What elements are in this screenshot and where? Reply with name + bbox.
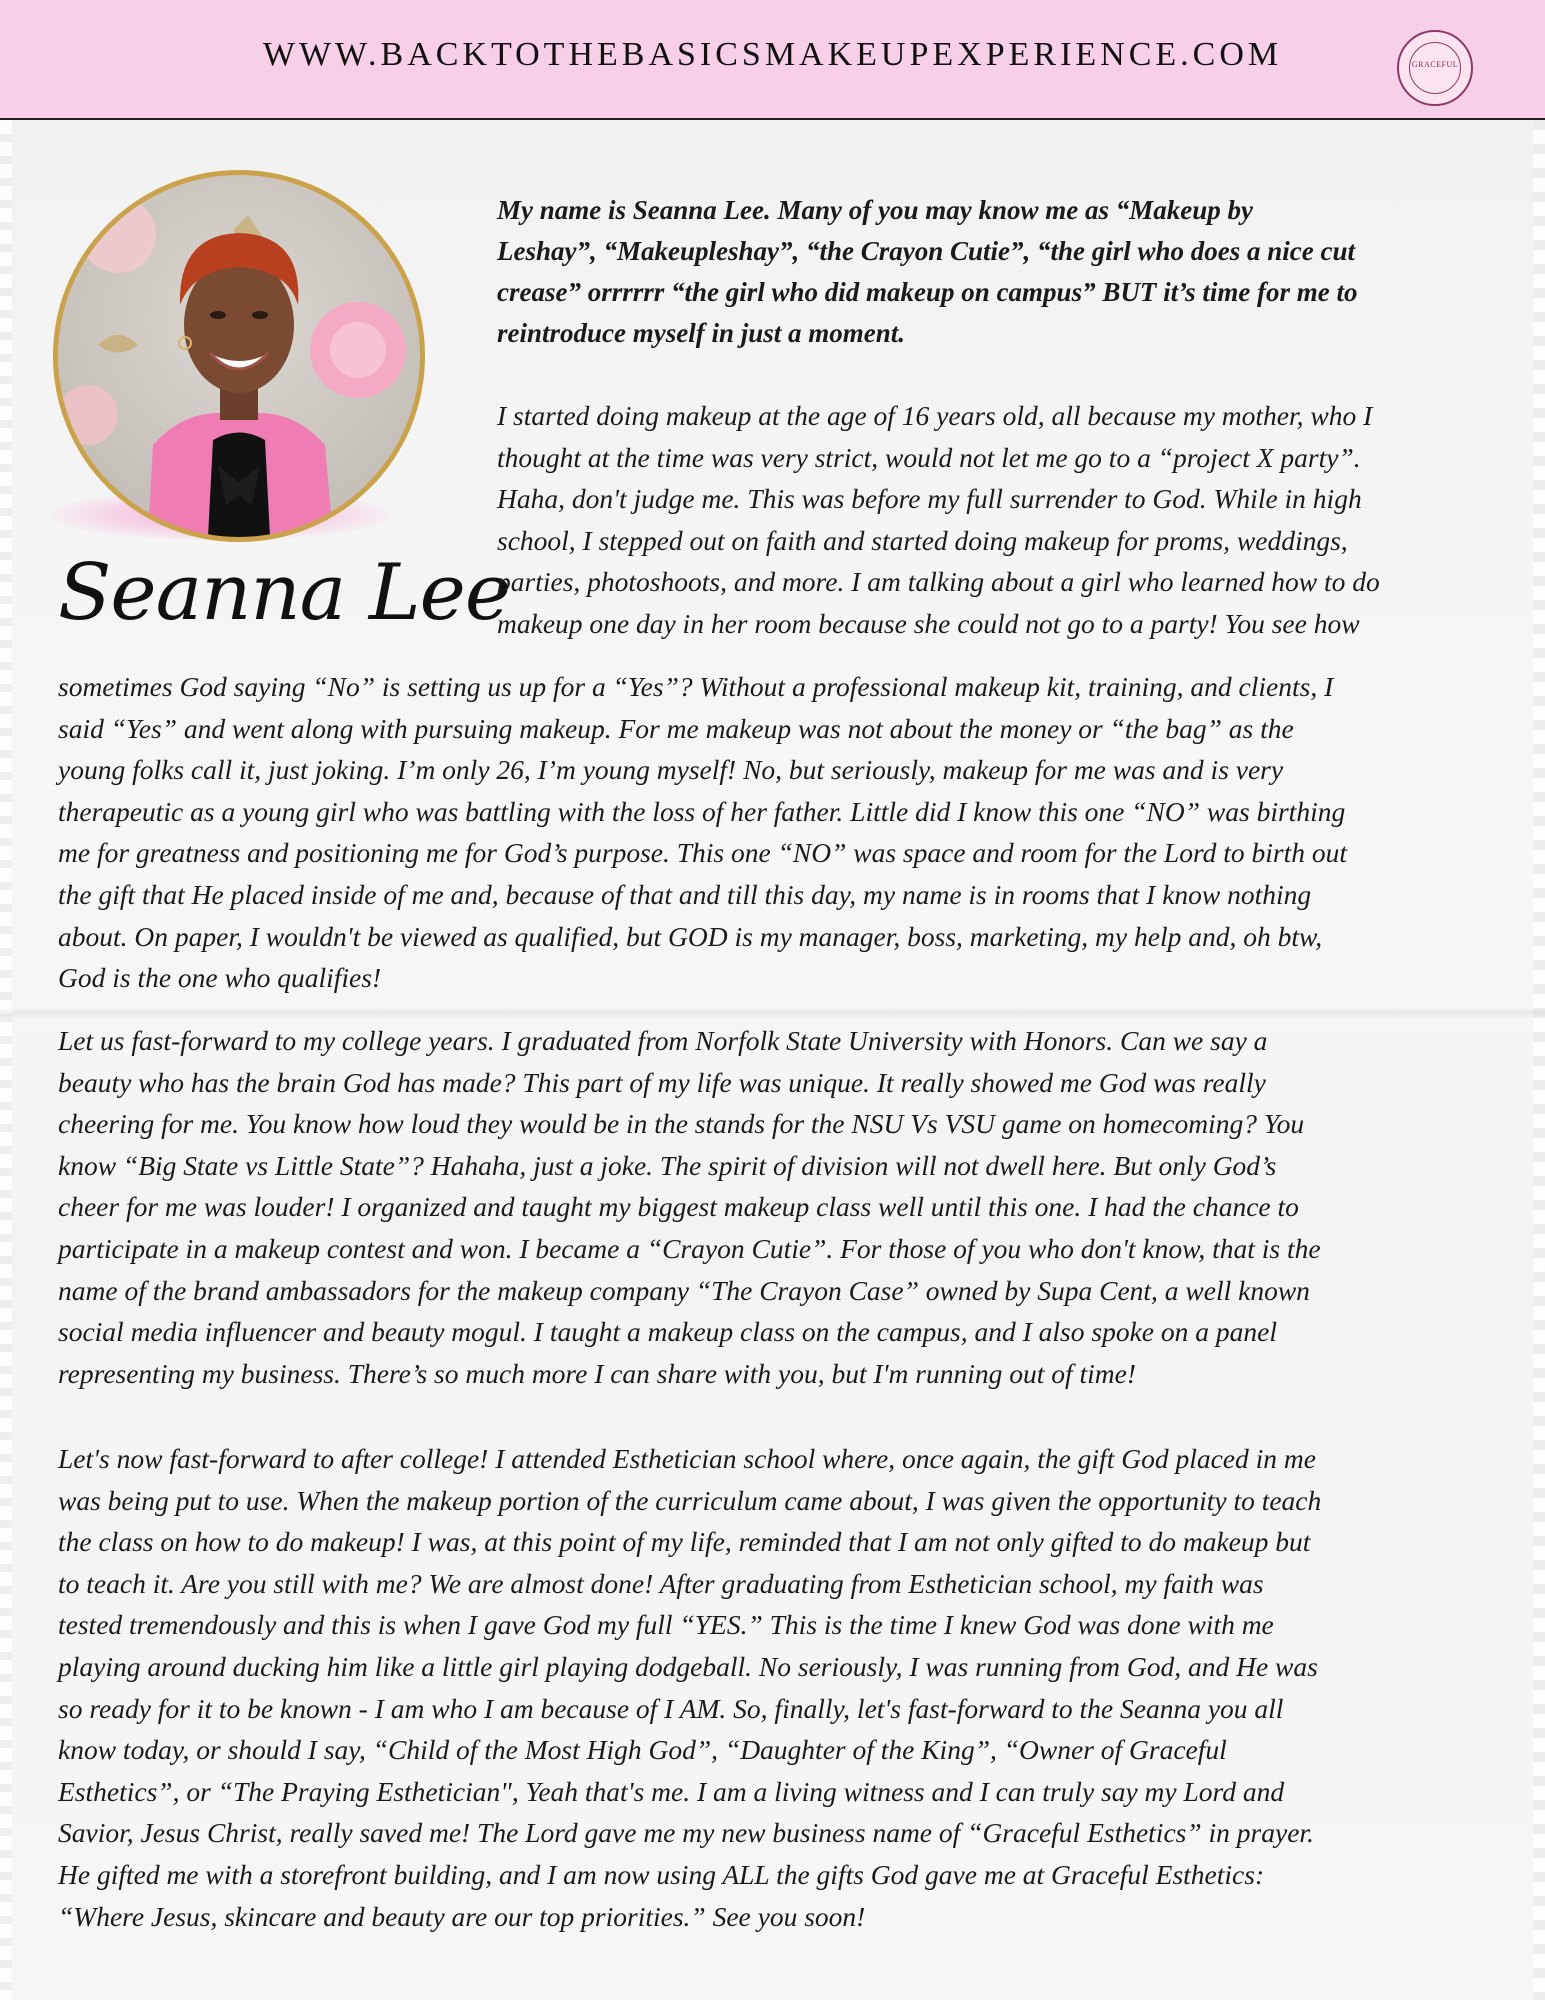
paragraph-line: Esthetics”, or “The Praying Esthetician", Yeah that's me. I am a living witness and I can truly say my Lord and [58,1775,1285,1807]
paragraph-line: participate in a makeup contest and won. I became a “Crayon Cutie”. For those of you who don't know, that is the [58,1232,1321,1264]
paragraph-line: school, I stepped out on faith and started doing makeup for proms, weddings, [497,524,1348,556]
paragraph-1-full [58,666,1518,999]
paragraph-2 [58,1020,1518,1394]
paragraph-line: makeup one day in her room because she could not go to a party! You see how [497,607,1360,639]
paragraph-line: therapeutic as a young girl who was battling with the loss of her father. Little did I know this one “NO” was birthing [58,795,1346,827]
logo-wordmark: GRACEFUL [1411,60,1459,69]
paragraph-line: Haha, don't judge me. This was before my full surrender to God. While in high [497,483,1362,515]
paragraph-line: about. On paper, I wouldn't be viewed as qualified, but GOD is my manager, boss, marketing, my help and, oh btw, [58,920,1323,952]
paragraph-line: young folks call it, just joking. I’m only 26, I’m young myself! No, but seriously, makeup for me was and is very [58,754,1284,786]
paragraph-line: to teach it. Are you still with me? We are almost done! After graduating from Esthetician school, my faith was [58,1567,1264,1599]
torn-edge-left [0,120,12,2000]
paragraph-line: representing my business. There’s so much more I can share with you, but I'm running out of time! [58,1357,1137,1389]
paragraph-line: parties, photoshoots, and more. I am talking about a girl who learned how to do [497,566,1380,598]
intro-line: reintroduce myself in just a moment. [497,318,906,348]
paragraph-line: thought at the time was very strict, would not let me go to a “project X party”. [497,441,1361,473]
paragraph-3 [58,1438,1518,1937]
brand-logo [1397,30,1473,106]
paper-fold-crease [0,1008,1545,1018]
signature-name: Seanna Lee [58,548,510,638]
site-header [0,0,1545,120]
intro-line: My name is Seanna Lee. Many of you may know me as “Makeup by [497,195,1253,225]
paragraph-line: I started doing makeup at the age of 16 years old, all because my mother, who I [497,400,1373,431]
paragraph-line: name of the brand ambassadors for the makeup company “The Crayon Case” owned by Supa Cent, a well known [58,1274,1310,1306]
paragraph-line: “Where Jesus, skincare and beauty are our top priorities.” See you soon! [58,1900,866,1932]
paragraph-line: so ready for it to be known - I am who I am because of I AM. So, finally, let's fast-forward to the Seanna you all [58,1692,1284,1724]
paragraph-line: Let's now fast-forward to after college! I attended Esthetician school where, once again, the gift God placed in me [58,1443,1316,1474]
torn-edge-right [1533,120,1545,2000]
paragraph-line: social media influencer and beauty mogul. I taught a makeup class on the campus, and I also spoke on a panel [58,1316,1277,1348]
paragraph-line: playing around ducking him like a little girl playing dodgeball. No seriously, I was running from God, and He was [58,1650,1318,1682]
intro-line: Leshay”, “Makeupleshay”, “the Crayon Cutie”, “the girl who does a nice cut [497,236,1356,266]
portrait-illustration [58,175,420,537]
site-url[interactable]: WWW.BACKTOTHEBASICSMAKEUPEXPERIENCE.COM [262,36,1283,73]
paragraph-line: the class on how to do makeup! I was, at this point of my life, reminded that I am not only gifted to do makeup but [58,1526,1311,1558]
paragraph-line: said “Yes” and went along with pursuing makeup. For me makeup was not about the money or “the bag” as the [58,712,1294,744]
paragraph-line: cheer for me was louder! I organized and taught my biggest makeup class well until this one. I had the chance to [58,1191,1299,1223]
paragraph-line: was being put to use. When the makeup portion of the curriculum came about, I was given the opportunity to teach [58,1484,1322,1516]
portrait-photo [53,170,425,542]
intro-paragraph [497,190,1497,354]
paragraph-line: cheering for me. You know how loud they would be in the stands for the NSU Vs VSU game on homecoming? You [58,1108,1305,1140]
paragraph-line: beauty who has the brain God has made? This part of my life was unique. It really showed me God was really [58,1066,1266,1098]
paragraph-line: Savior, Jesus Christ, really saved me! The Lord gave me my new business name of “Graceful Esthetics” in prayer. [58,1817,1314,1849]
paragraph-line: know today, or should I say, “Child of the Most High God”, “Daughter of the King”, “Owner of Graceful [58,1734,1227,1766]
paragraph-1-side [497,395,1497,645]
paragraph-line: know “Big State vs Little State”? Hahaha, just a joke. The spirit of division will not dwell here. But only God’s [58,1149,1277,1181]
paragraph-line: the gift that He placed inside of me and, because of that and till this day, my name is in rooms that I know nothing [58,878,1312,910]
paragraph-line: me for greatness and positioning me for God’s purpose. This one “NO” was space and room for the Lord to birth out [58,837,1348,869]
paragraph-line: sometimes God saying “No” is setting us up for a “Yes”? Without a professional makeup kit, training, and clients, I [58,671,1334,702]
paragraph-line: He gifted me with a storefront building, and I am now using ALL the gifts God gave me at Graceful Esthetics: [58,1858,1265,1890]
paragraph-line: God is the one who qualifies! [58,962,382,994]
intro-line: crease” orrrrrr “the girl who did makeup on campus” BUT it’s time for me to [497,277,1358,307]
paragraph-line: tested tremendously and this is when I gave God my full “YES.” This is the time I knew God was done with me [58,1609,1274,1641]
paragraph-line: Let us fast-forward to my college years. I graduated from Norfolk State University with Honors. Can we say a [58,1025,1268,1056]
